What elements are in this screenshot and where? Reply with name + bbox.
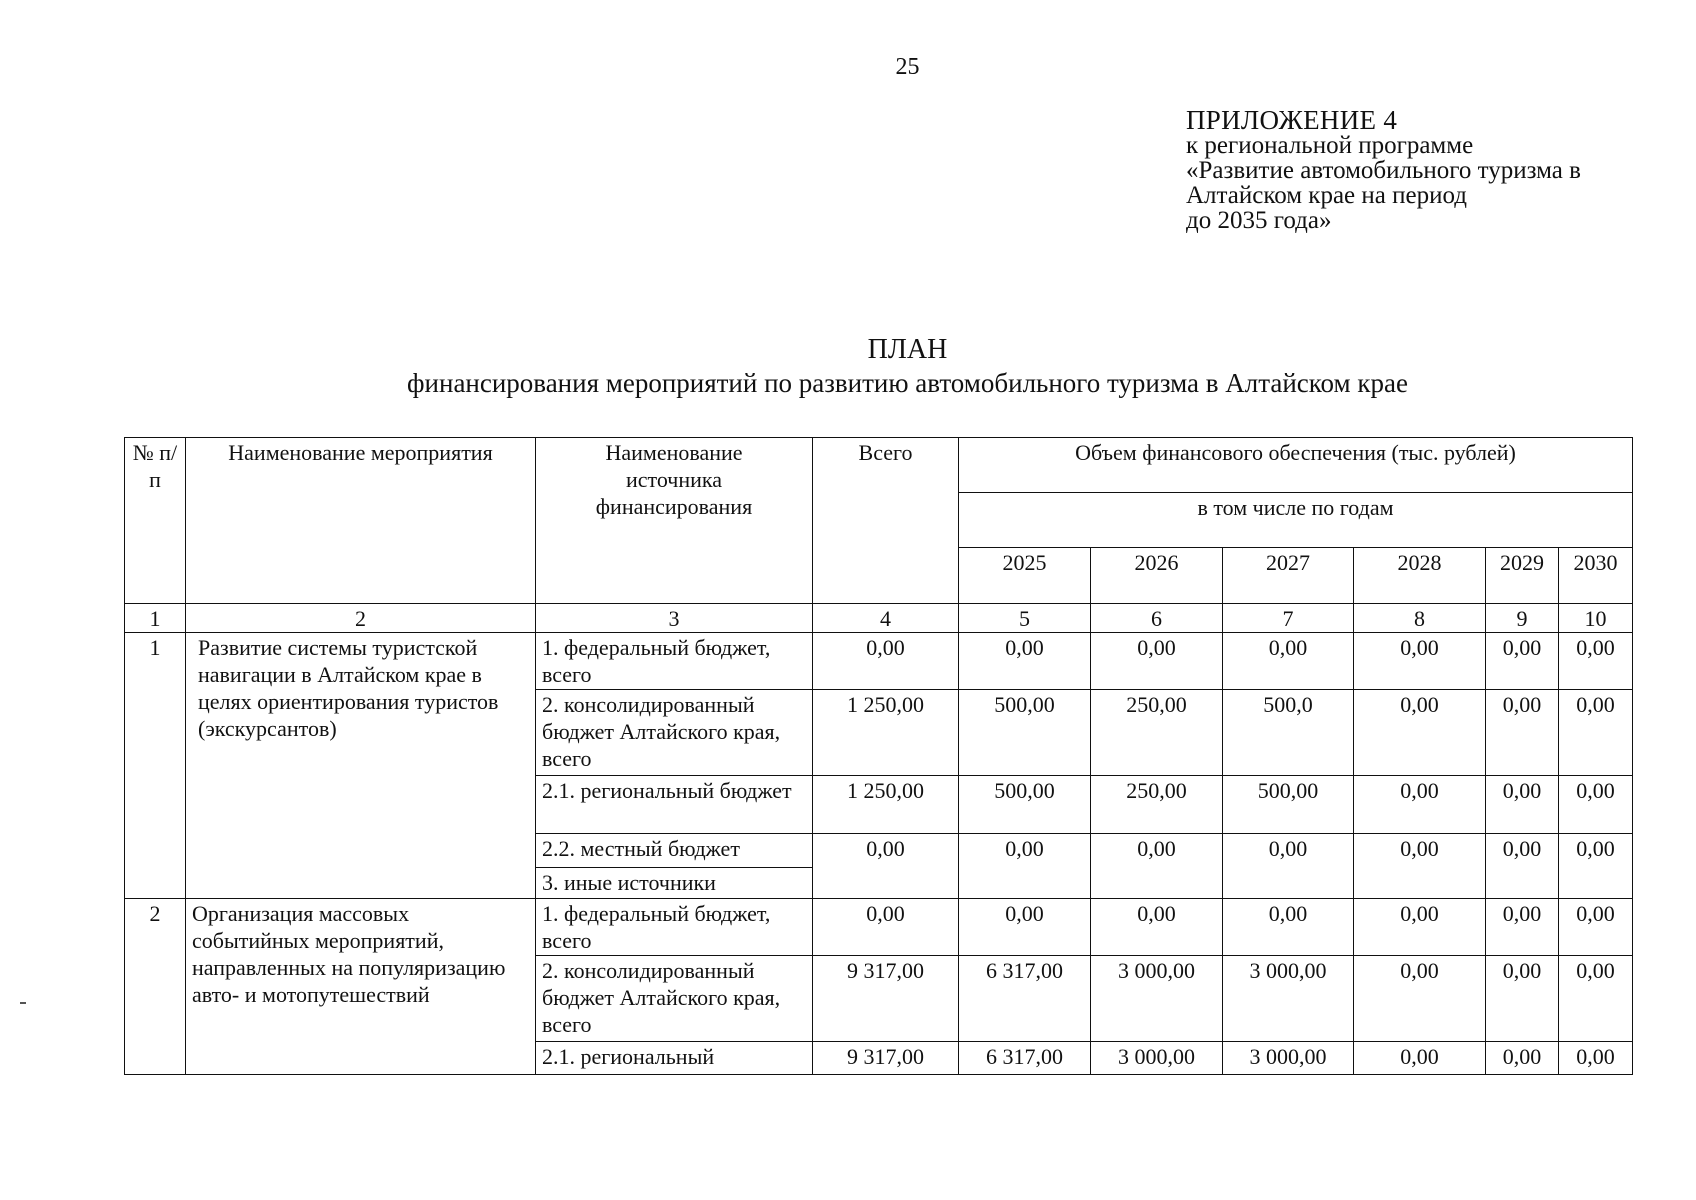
year-cell: 0,00 — [1354, 690, 1486, 776]
year-cell: 0,00 — [1223, 633, 1354, 690]
year-cell: 0,00 — [1559, 633, 1633, 690]
year-cell: 0,00 — [959, 834, 1091, 899]
total-cell: 0,00 — [813, 834, 959, 899]
year-cell: 0,00 — [1486, 690, 1559, 776]
appendix-line: «Развитие автомобильного туризма в — [1186, 157, 1581, 184]
year-cell: 0,00 — [1486, 834, 1559, 899]
header-source: Наименование источника финансирования — [536, 438, 813, 604]
header-num: № п/п — [125, 438, 186, 604]
year-cell: 500,00 — [959, 776, 1091, 834]
appendix-line: до 2035 года» — [1186, 207, 1332, 234]
header-year: 2030 — [1559, 548, 1633, 604]
year-cell: 0,00 — [1354, 899, 1486, 956]
year-cell: 6 317,00 — [959, 1042, 1091, 1075]
appendix-line: к региональной программе — [1186, 132, 1474, 159]
action-name: Организация массовых событийных мероприятий, направленных на популяризацию авто- и мотопутешествий — [186, 899, 536, 1075]
financing-table — [124, 437, 1633, 1075]
year-cell: 3 000,00 — [1091, 956, 1223, 1042]
source-cell: 2. консолидированный бюджет Алтайского края, всего — [536, 690, 813, 776]
column-number: 2 — [186, 604, 536, 633]
total-cell: 0,00 — [813, 899, 959, 956]
group-number: 2 — [125, 899, 186, 1075]
column-number: 4 — [813, 604, 959, 633]
year-cell: 0,00 — [1559, 956, 1633, 1042]
plan-subtitle: финансирования мероприятий по развитию автомобильного туризма в Алтайском крае — [407, 368, 1408, 398]
source-cell: 2.2. местный бюджет — [536, 834, 813, 868]
year-cell: 0,00 — [959, 633, 1091, 690]
year-cell: 0,00 — [1223, 899, 1354, 956]
year-cell: 0,00 — [1354, 633, 1486, 690]
total-cell: 9 317,00 — [813, 956, 959, 1042]
column-number: 3 — [536, 604, 813, 633]
year-cell: 0,00 — [1091, 834, 1223, 899]
year-cell: 0,00 — [959, 899, 1091, 956]
column-number: 8 — [1354, 604, 1486, 633]
year-cell: 0,00 — [1354, 956, 1486, 1042]
header-year: 2025 — [959, 548, 1091, 604]
column-number: 7 — [1223, 604, 1354, 633]
appendix-block — [1186, 105, 1686, 234]
year-cell: 6 317,00 — [959, 956, 1091, 1042]
year-cell: 250,00 — [1091, 776, 1223, 834]
year-cell: 0,00 — [1354, 834, 1486, 899]
group-number: 1 — [125, 633, 186, 899]
header-volume: Объем финансового обеспечения (тыс. рублей) — [959, 438, 1633, 493]
source-cell: 2.1. региональный бюджет — [536, 776, 813, 834]
year-cell: 0,00 — [1486, 633, 1559, 690]
year-cell: 0,00 — [1486, 1042, 1559, 1075]
column-number: 10 — [1559, 604, 1633, 633]
year-cell: 0,00 — [1354, 776, 1486, 834]
year-cell: 250,00 — [1091, 690, 1223, 776]
plan-title: ПЛАН — [867, 334, 948, 365]
year-cell: 0,00 — [1486, 956, 1559, 1042]
source-cell: 3. иные источники — [536, 868, 813, 899]
action-name: Развитие системы туристской навигации в Алтайском крае в целях ориентирования туристов (экскурсантов) — [186, 633, 536, 899]
year-cell: 3 000,00 — [1223, 956, 1354, 1042]
table-row — [125, 899, 1633, 956]
total-cell: 1 250,00 — [813, 776, 959, 834]
header-by-years: в том числе по годам — [959, 493, 1633, 548]
year-cell: 0,00 — [1559, 690, 1633, 776]
year-cell: 0,00 — [1486, 899, 1559, 956]
source-cell: 2.1. региональный — [536, 1042, 813, 1075]
column-number: 5 — [959, 604, 1091, 633]
year-cell: 0,00 — [1486, 776, 1559, 834]
source-cell: 2. консолидированный бюджет Алтайского края, всего — [536, 956, 813, 1042]
year-cell: 3 000,00 — [1223, 1042, 1354, 1075]
year-cell: 0,00 — [1559, 1042, 1633, 1075]
total-cell: 0,00 — [813, 633, 959, 690]
appendix-line: Алтайском крае на период — [1186, 182, 1467, 209]
header-year: 2027 — [1223, 548, 1354, 604]
year-cell: 500,00 — [1223, 776, 1354, 834]
scan-mark — [20, 1002, 26, 1004]
total-cell: 9 317,00 — [813, 1042, 959, 1075]
column-numbers-row — [125, 604, 1633, 633]
year-cell: 0,00 — [1354, 1042, 1486, 1075]
year-cell: 0,00 — [1559, 834, 1633, 899]
source-cell: 1. федеральный бюджет, всего — [536, 899, 813, 956]
year-cell: 0,00 — [1091, 633, 1223, 690]
column-number: 6 — [1091, 604, 1223, 633]
year-cell: 0,00 — [1223, 834, 1354, 899]
header-row — [125, 438, 1633, 493]
header-year: 2026 — [1091, 548, 1223, 604]
header-year: 2029 — [1486, 548, 1559, 604]
column-number: 1 — [125, 604, 186, 633]
appendix-title: ПРИЛОЖЕНИЕ 4 — [1186, 105, 1398, 135]
year-cell: 0,00 — [1559, 899, 1633, 956]
page-number: 25 — [895, 54, 920, 80]
year-cell: 500,00 — [959, 690, 1091, 776]
year-cell: 3 000,00 — [1091, 1042, 1223, 1075]
source-cell: 1. федеральный бюджет, всего — [536, 633, 813, 690]
total-cell: 1 250,00 — [813, 690, 959, 776]
year-cell: 0,00 — [1091, 899, 1223, 956]
table-row — [125, 633, 1633, 690]
header-year: 2028 — [1354, 548, 1486, 604]
year-cell: 500,0 — [1223, 690, 1354, 776]
year-cell: 0,00 — [1559, 776, 1633, 834]
header-action: Наименование мероприятия — [186, 438, 536, 604]
column-number: 9 — [1486, 604, 1559, 633]
header-total: Всего — [813, 438, 959, 604]
